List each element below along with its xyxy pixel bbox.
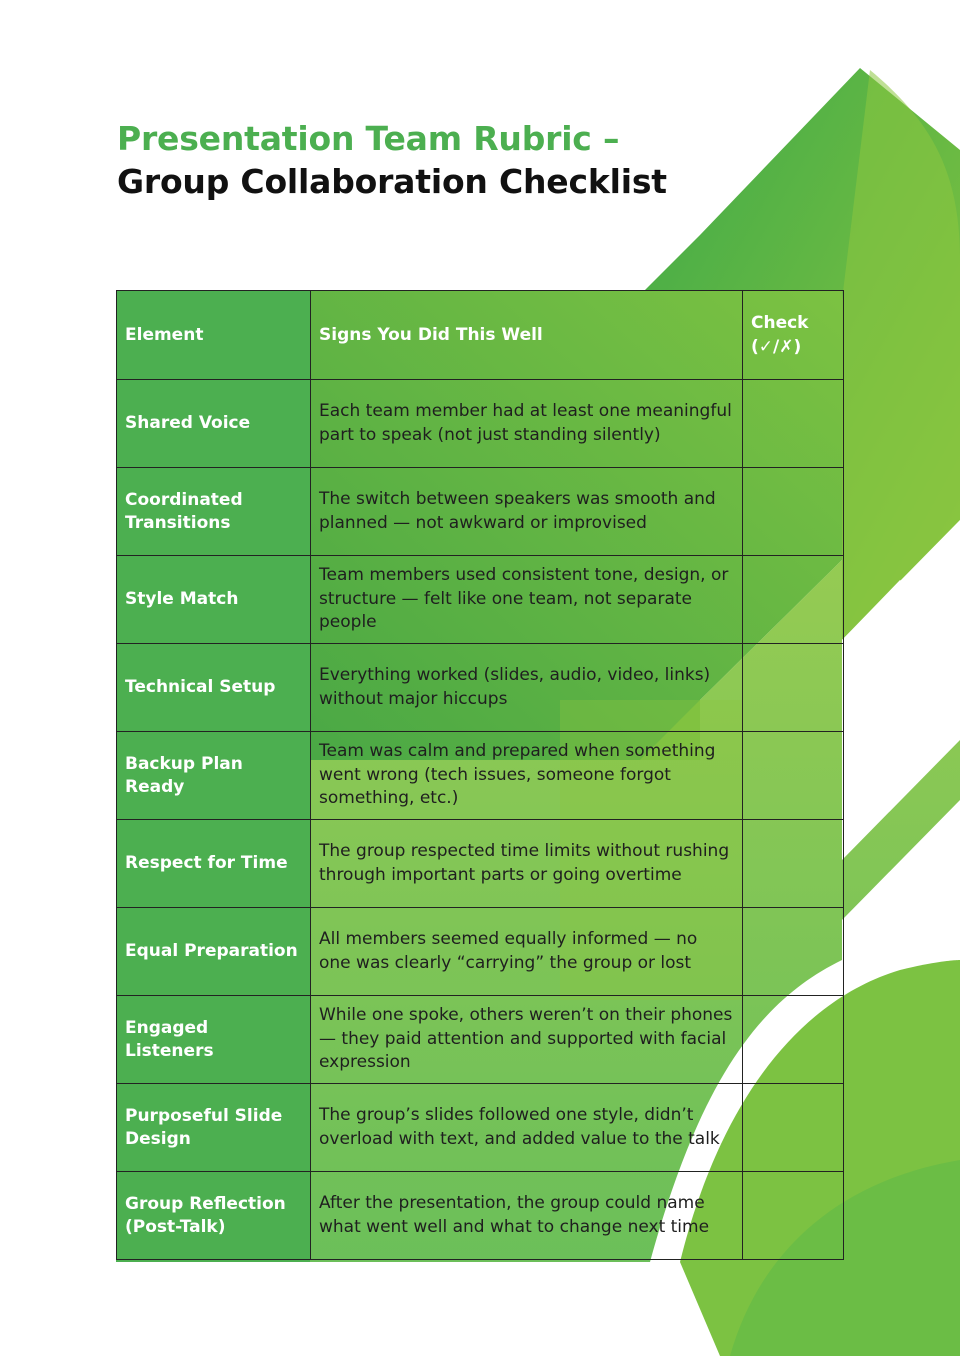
check-cell[interactable]	[743, 996, 844, 1084]
signs-cell: While one spoke, others weren’t on their phones — they paid attention and supported with facial expression	[311, 996, 743, 1084]
signs-cell: Each team member had at least one meaningful part to speak (not just standing silently)	[311, 380, 743, 468]
table-row	[117, 820, 844, 908]
signs-cell: Everything worked (slides, audio, video, links) without major hiccups	[311, 644, 743, 732]
element-cell: Style Match	[117, 556, 311, 644]
check-cell[interactable]	[743, 556, 844, 644]
signs-cell: The group respected time limits without rushing through important parts or going overtime	[311, 820, 743, 908]
table-row	[117, 644, 844, 732]
table-row	[117, 556, 844, 644]
element-cell: Equal Preparation	[117, 908, 311, 996]
check-cell[interactable]	[743, 908, 844, 996]
element-cell: Respect for Time	[117, 820, 311, 908]
title-line-1: Presentation Team Rubric –	[117, 119, 620, 158]
element-cell: Backup Plan Ready	[117, 732, 311, 820]
header-check: Check (✓/✗)	[743, 291, 844, 380]
signs-cell: All members seemed equally informed — no one was clearly “carrying” the group or lost	[311, 908, 743, 996]
table-row	[117, 468, 844, 556]
page-title	[117, 118, 667, 204]
signs-cell: The switch between speakers was smooth and planned — not awkward or improvised	[311, 468, 743, 556]
element-cell: Purposeful Slide Design	[117, 1084, 311, 1172]
table-row	[117, 908, 844, 996]
header-element: Element	[117, 291, 311, 380]
check-cell[interactable]	[743, 468, 844, 556]
table-row	[117, 732, 844, 820]
check-cell[interactable]	[743, 1084, 844, 1172]
element-cell: Engaged Listeners	[117, 996, 311, 1084]
title-line-2: Group Collaboration Checklist	[117, 162, 667, 201]
signs-cell: The group’s slides followed one style, didn’t overload with text, and added value to the talk	[311, 1084, 743, 1172]
check-cell[interactable]	[743, 380, 844, 468]
check-cell[interactable]	[743, 644, 844, 732]
table-row	[117, 1084, 844, 1172]
signs-cell: Team was calm and prepared when something went wrong (tech issues, someone forgot something, etc.)	[311, 732, 743, 820]
element-cell: Coordinated Transitions	[117, 468, 311, 556]
table-row	[117, 996, 844, 1084]
check-cell[interactable]	[743, 732, 844, 820]
header-signs: Signs You Did This Well	[311, 291, 743, 380]
element-cell: Group Reflection (Post-Talk)	[117, 1172, 311, 1260]
element-cell: Technical Setup	[117, 644, 311, 732]
table-header-row	[117, 291, 844, 380]
table-row	[117, 1172, 844, 1260]
check-cell[interactable]	[743, 820, 844, 908]
element-cell: Shared Voice	[117, 380, 311, 468]
signs-cell: After the presentation, the group could name what went well and what to change next time	[311, 1172, 743, 1260]
table-row	[117, 380, 844, 468]
signs-cell: Team members used consistent tone, design, or structure — felt like one team, not separate people	[311, 556, 743, 644]
check-cell[interactable]	[743, 1172, 844, 1260]
rubric-table	[116, 290, 844, 1260]
